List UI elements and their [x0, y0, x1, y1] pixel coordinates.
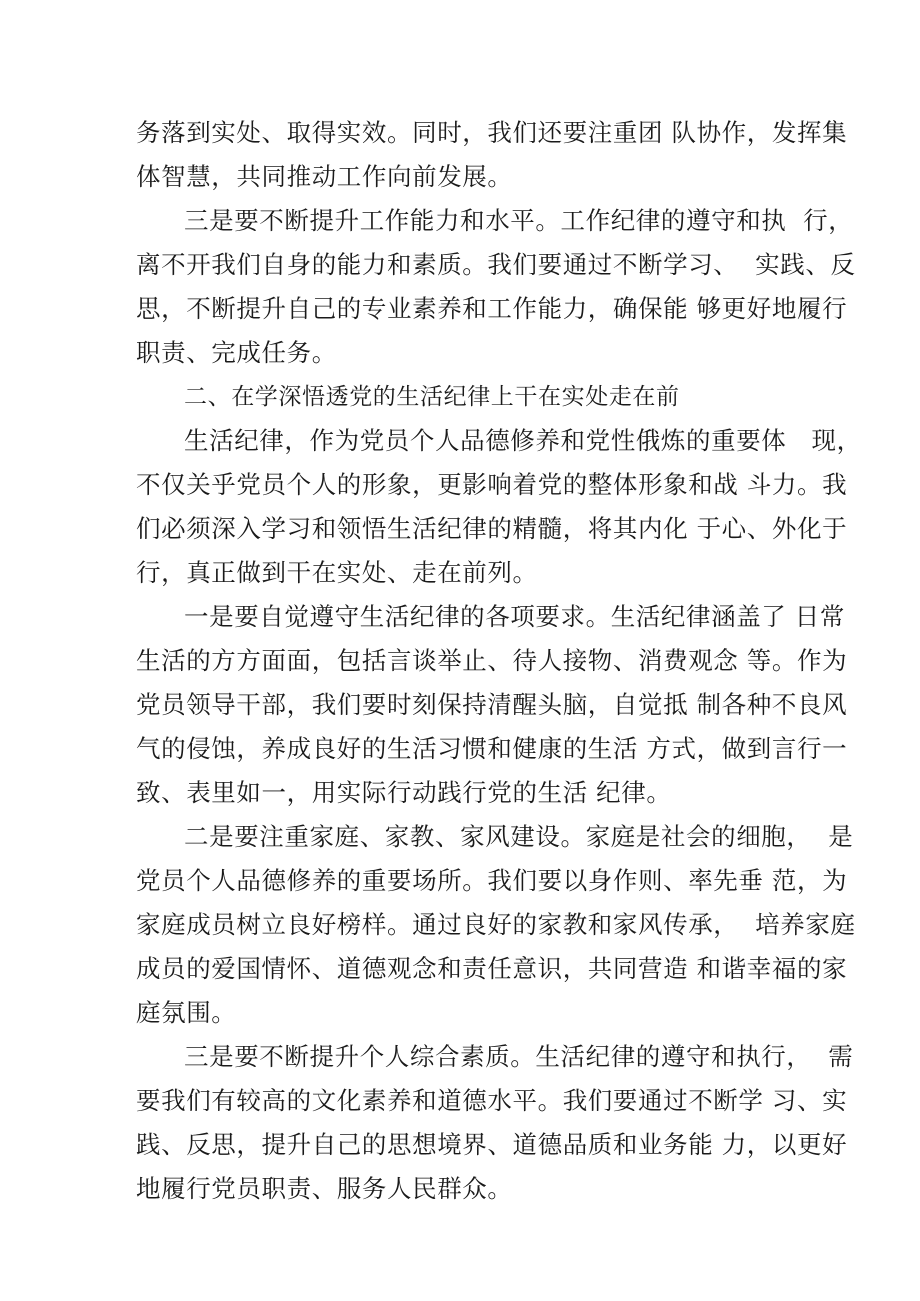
body-text-line: 离不开我们自身的能力和素质。我们要通过不断学习、 实践、反: [136, 250, 856, 279]
body-text-line: 党员领导干部，我们要时刻保持清醒头脑，自觉抵 制各种不良风: [136, 690, 848, 719]
body-text-line: 体智慧，共同推动工作向前发展。: [136, 162, 513, 191]
body-text-line: 生活的方方面面，包括言谈举止、待人接物、消费观念 等。作为: [136, 646, 848, 675]
body-text-line: 务落到实处、取得实效。同时，我们还要注重团 队协作，发挥集: [136, 118, 848, 147]
body-text-line: 践、反思，提升自己的思想境界、道德品质和业务能 力，以更好: [136, 1130, 848, 1159]
section-heading: 二、在学深悟透党的生活纪律上干在实处走在前: [184, 384, 680, 410]
paragraph-first-line: 三是要不断提升工作能力和水平。工作纪律的遵守和执 行，: [184, 206, 854, 235]
body-text-line: 思，不断提升自己的专业素养和工作能力，确保能 够更好地履行: [136, 294, 848, 323]
body-text-line: 致、表里如一，用实际行动践行党的生活 纪律。: [136, 778, 672, 807]
body-text-line: 庭氛围。: [136, 998, 237, 1027]
body-text-line: 家庭成员树立良好榜样。通过良好的家教和家风传承， 培养家庭: [136, 910, 856, 939]
paragraph-first-line: 生活纪律，作为党员个人品德修养和党性俄炼的重要体 现，: [184, 426, 862, 455]
body-text-line: 成员的爱国情怀、道德观念和责任意识，共同营造 和谐幸福的家: [136, 954, 848, 983]
body-text-line: 要我们有较高的文化素养和道德水平。我们要通过不断学 习、实: [136, 1086, 848, 1115]
body-text-line: 气的侵蚀，养成良好的生活习惯和健康的生活 方式，做到言行一: [136, 734, 848, 763]
body-text-line: 地履行党员职责、服务人民群众。: [136, 1174, 513, 1203]
body-text-line: 不仅关乎党员个人的形象，更影响着党的整体形象和战 斗力。我: [136, 470, 848, 499]
paragraph-first-line: 一是要自觉遵守生活纪律的各项要求。生活纪律涵盖了 日常: [184, 602, 845, 631]
body-text-line: 党员个人品德修养的重要场所。我们要以身作则、率先垂 范，为: [136, 866, 848, 895]
body-text-line: 职责、完成任务。: [136, 338, 337, 367]
body-text-line: 们必须深入学习和领悟生活纪律的精髓，将其内化 于心、外化于: [136, 514, 848, 543]
body-text-line: 行，真正做到干在实处、走在前列。: [136, 558, 538, 587]
paragraph-first-line: 二是要注重家庭、家教、家风建设。家庭是社会的细胞， 是: [184, 822, 854, 851]
paragraph-first-line: 三是要不断提升个人综合素质。生活纪律的遵守和执行， 需: [184, 1042, 854, 1071]
